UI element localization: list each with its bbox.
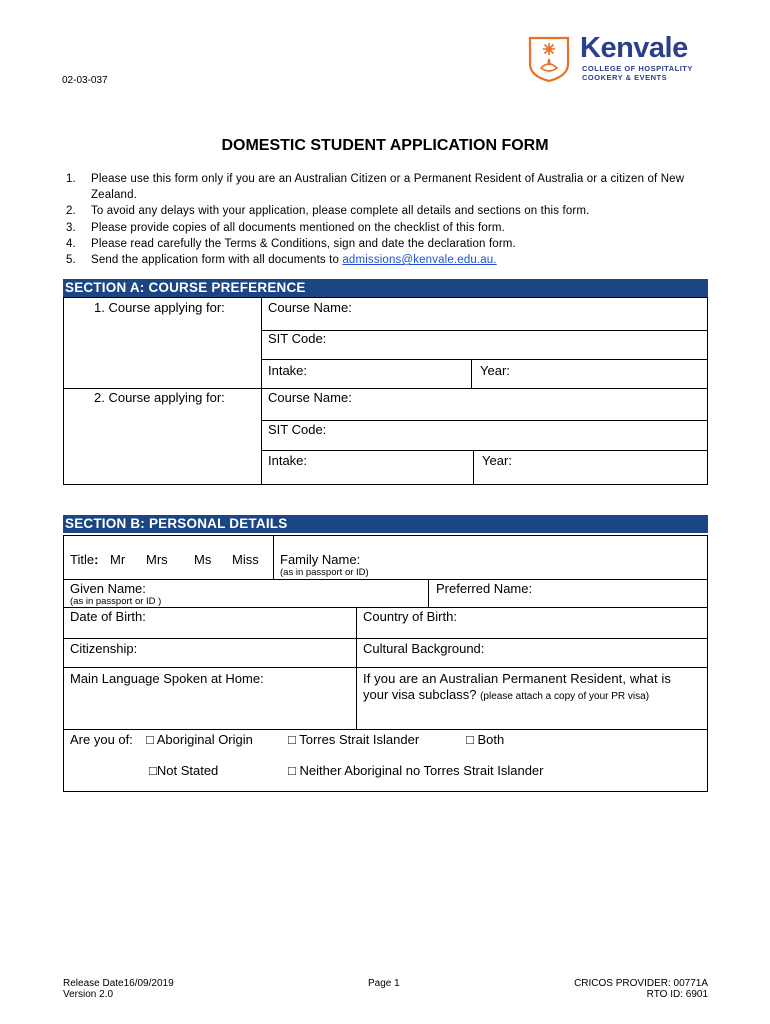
instruction-item [66, 236, 712, 252]
instruction-item [66, 220, 712, 236]
country-of-birth-field[interactable]: Country of Birth: [363, 609, 457, 624]
course2-intake-field[interactable]: Intake: [268, 453, 308, 468]
family-name-note: (as in passport or ID) [280, 567, 369, 578]
document-code: 02-03-037 [62, 75, 108, 86]
table-divider [356, 607, 357, 729]
instruction-number: 2. [66, 205, 76, 218]
family-name-field[interactable]: Family Name: [280, 552, 361, 567]
cultural-background-field[interactable]: Cultural Background: [363, 641, 485, 656]
citizenship-field[interactable]: Citizenship: [70, 641, 138, 656]
title-label-colon: : [94, 552, 99, 567]
instruction-text: Please provide copies of all documents mentioned on the checklist of this form. [91, 221, 505, 234]
table-divider [473, 450, 474, 485]
neither-option[interactable] [288, 763, 543, 778]
table-divider [428, 579, 429, 607]
instruction-number: 3. [66, 221, 76, 234]
rto-id: RTO ID: 6901 [646, 989, 708, 1000]
page-number: Page 1 [368, 978, 400, 989]
title-option-miss[interactable]: Miss [232, 552, 259, 567]
cricos-provider: CRICOS PROVIDER: 00771A [574, 978, 708, 989]
option-label: Aboriginal Origin [156, 732, 253, 747]
course1-sit-code-field[interactable]: SIT Code: [268, 331, 327, 346]
admissions-email-link[interactable]: admissions@kenvale.edu.au. [342, 254, 497, 267]
table-divider [261, 297, 262, 485]
instruction-item [66, 203, 712, 219]
logo-name: Kenvale [580, 32, 688, 64]
table-divider [63, 729, 708, 730]
section-b-table [63, 535, 708, 792]
pr-visa-subclass-field[interactable] [363, 687, 649, 702]
title-label [70, 552, 98, 567]
are-you-of-label: Are you of: [70, 732, 133, 747]
main-language-field[interactable]: Main Language Spoken at Home: [70, 671, 264, 686]
table-divider [261, 359, 708, 360]
course1-intake-field[interactable]: Intake: [268, 363, 308, 378]
table-divider [63, 607, 708, 608]
given-name-field[interactable]: Given Name: [70, 581, 146, 596]
preferred-name-field[interactable]: Preferred Name: [436, 581, 533, 596]
course1-year-field[interactable]: Year: [480, 363, 510, 378]
table-divider [63, 388, 708, 389]
pr-visa-note: (please attach a copy of your PR visa) [480, 691, 650, 702]
title-option-ms[interactable]: Ms [194, 552, 212, 567]
checkbox-icon[interactable]: □ [149, 763, 157, 778]
option-label: Both [477, 732, 505, 747]
option-label: Neither Aboriginal no Torres Strait Islander [299, 763, 544, 778]
course1-label: 1. Course applying for: [94, 300, 225, 315]
title-option-mrs[interactable]: Mrs [146, 552, 168, 567]
instructions-list [66, 171, 712, 268]
instruction-text: To avoid any delays with your application, please complete all details and sections on this form. [91, 205, 590, 218]
table-divider [63, 667, 708, 668]
section-a-heading: SECTION A: COURSE PREFERENCE [63, 279, 708, 297]
given-name-note: (as in passport or ID ) [70, 596, 162, 607]
checkbox-icon[interactable]: □ [146, 732, 154, 747]
pr-visa-question-line2: your visa subclass? [363, 687, 477, 702]
table-divider [273, 535, 274, 579]
kenvale-logo-icon [527, 36, 571, 82]
option-label: Torres Strait Islander [299, 732, 420, 747]
checkbox-icon[interactable]: □ [288, 732, 296, 747]
title-option-mr[interactable]: Mr [110, 552, 126, 567]
course2-sit-code-field[interactable]: SIT Code: [268, 422, 327, 437]
course2-year-field[interactable]: Year: [482, 453, 512, 468]
logo-subtitle-line1: COLLEGE OF HOSPITALITY [582, 64, 693, 73]
instruction-text: Please read carefully the Terms & Conditions, sign and date the declaration form. [91, 237, 516, 250]
table-divider [261, 450, 708, 451]
instruction-text: Send the application form with all documents to [91, 254, 343, 267]
table-divider [261, 420, 708, 421]
both-option[interactable] [466, 732, 504, 747]
table-divider [63, 579, 708, 580]
page-title: DOMESTIC STUDENT APPLICATION FORM [221, 137, 549, 154]
pr-visa-question: If you are an Australian Permanent Resident, what is [363, 671, 671, 686]
logo-subtitle-line2: COOKERY & EVENTS [582, 73, 668, 82]
course2-name-field[interactable]: Course Name: [268, 390, 352, 405]
logo-subtitle [582, 64, 693, 82]
instruction-item [66, 171, 712, 203]
not-stated-option[interactable] [149, 763, 218, 778]
instruction-text: Please use this form only if you are an Australian Citizen or a Permanent Resident of Australia or a citizen of New Zealand. [91, 173, 685, 202]
course1-name-field[interactable]: Course Name: [268, 300, 352, 315]
table-divider [471, 359, 472, 388]
footer-right [520, 978, 708, 1000]
title-label-text: Title [70, 552, 95, 567]
instruction-number: 5. [66, 254, 76, 267]
version: Version 2.0 [63, 989, 114, 1000]
course2-label: 2. Course applying for: [94, 390, 225, 405]
option-label: Not Stated [156, 763, 219, 778]
instruction-number: 1. [66, 173, 76, 185]
release-date: Release Date16/09/2019 [63, 978, 174, 989]
aboriginal-origin-option[interactable] [146, 732, 253, 747]
torres-strait-option[interactable] [288, 732, 419, 747]
date-of-birth-field[interactable]: Date of Birth: [70, 609, 146, 624]
table-divider [261, 330, 708, 331]
checkbox-icon[interactable]: □ [288, 763, 296, 778]
instruction-number: 4. [66, 237, 76, 250]
checkbox-icon[interactable]: □ [466, 732, 474, 747]
footer-left [63, 978, 174, 1000]
section-b-heading: SECTION B: PERSONAL DETAILS [63, 515, 708, 533]
table-divider [63, 638, 708, 639]
instruction-item [66, 252, 712, 268]
